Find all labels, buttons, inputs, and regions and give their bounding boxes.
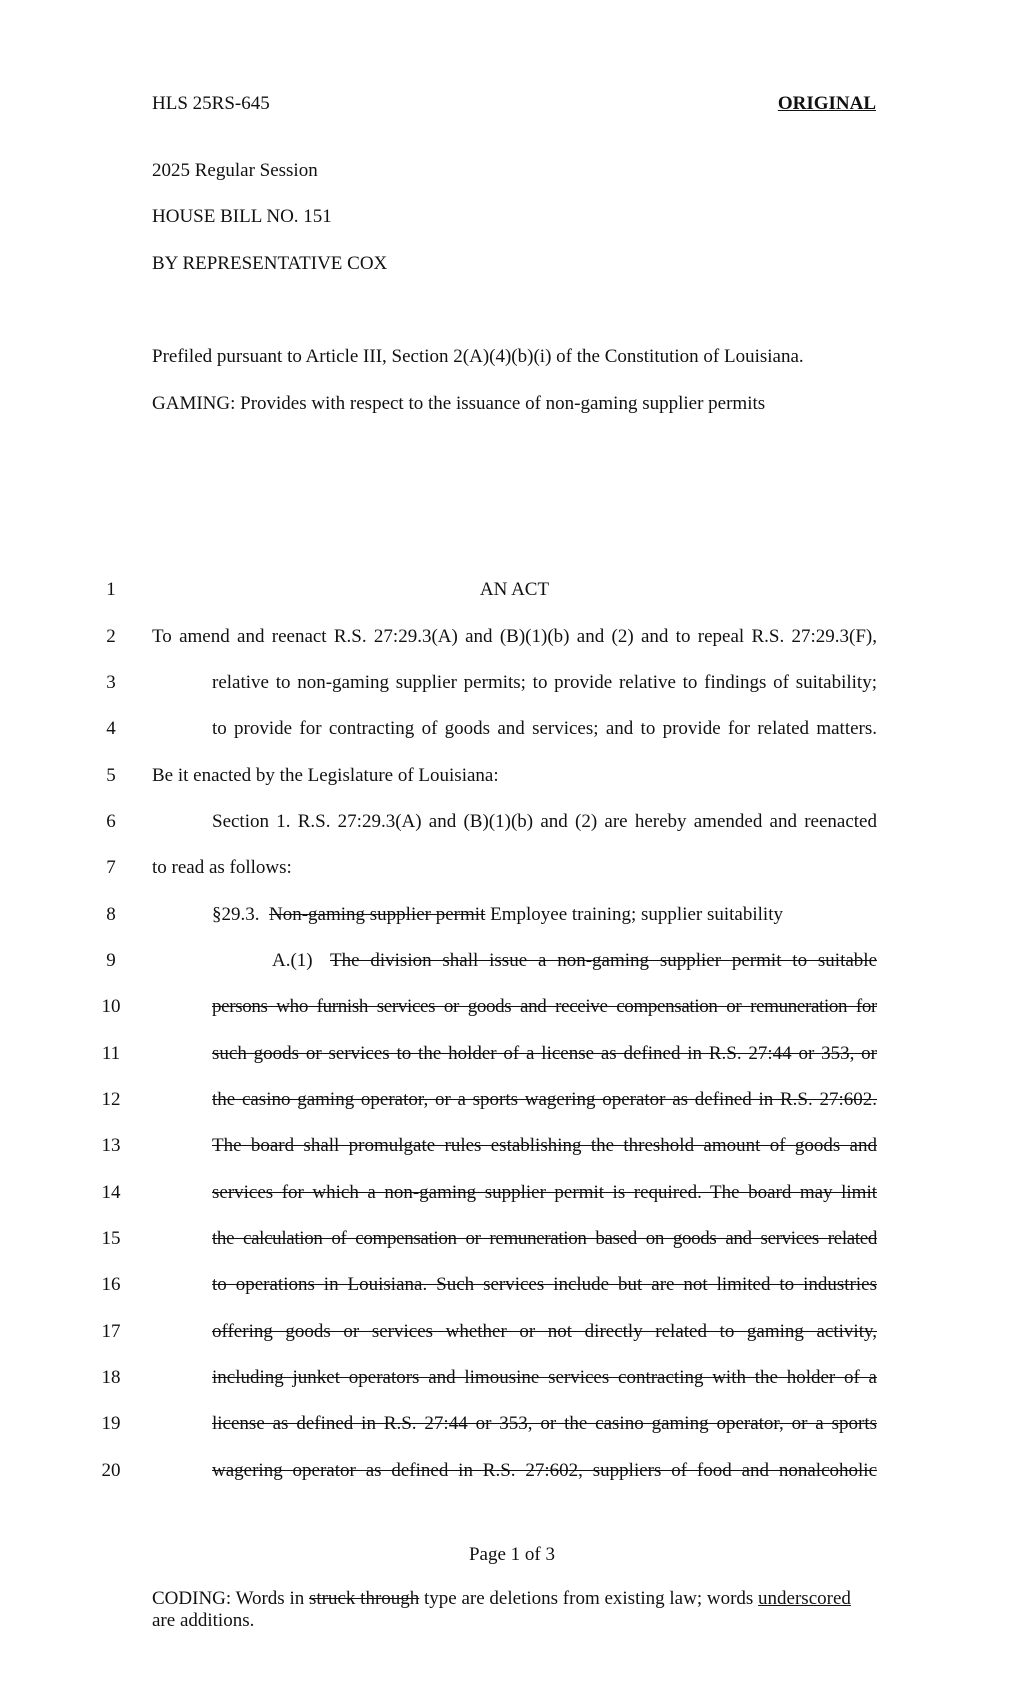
line-number: 9 (106, 950, 116, 971)
line-number: 6 (106, 811, 116, 832)
coding-struck-sample: struck through (308, 1588, 420, 1609)
struck-text: offering goods or services whether or not directly related to gaming activity, (212, 1321, 877, 1342)
line-17 (0, 1321, 1024, 1349)
line-number: 18 (101, 1367, 121, 1388)
line-11 (0, 1043, 1024, 1071)
line-number: 19 (101, 1413, 121, 1434)
line-18 (0, 1367, 1024, 1395)
title-line: To amend and reenact R.S. 27:29.3(A) and (B)(1)(b) and (2) and to repeal R.S. 27:29.3(F), (152, 626, 877, 647)
line-number: 13 (101, 1135, 121, 1156)
struck-text: services for which a non-gaming supplier permit is required. The board may limit (212, 1182, 877, 1203)
line-1 (0, 579, 1024, 607)
line-number: 15 (101, 1228, 121, 1249)
line-number: 3 (106, 672, 116, 693)
enacting-clause: Be it enacted by the Legislature of Louisiana: (152, 765, 499, 786)
coding-underscored-sample: underscored (758, 1588, 851, 1609)
line-number: 8 (106, 904, 116, 925)
line-7 (0, 857, 1024, 885)
section-line: Section 1. R.S. 27:29.3(A) and (B)(1)(b) and (2) are hereby amended and reenacted (212, 811, 877, 832)
struck-text: The division shall issue a non-gaming supplier permit to suitable (330, 950, 877, 971)
section-symbol: §29.3. (212, 904, 260, 925)
act-heading: AN ACT (479, 579, 550, 600)
struck-text: the casino gaming operator, or a sports wagering operator as defined in R.S. 27:602. (212, 1089, 877, 1110)
bill-status: ORIGINAL (777, 93, 876, 114)
coding-middle: type are deletions from existing law; words (424, 1588, 754, 1609)
coding-end: are additions. (152, 1610, 255, 1631)
struck-text: the calculation of compensation or remuneration based on goods and services related (212, 1228, 877, 1249)
new-heading: Employee training; supplier suitability (490, 904, 783, 925)
line-number: 5 (106, 765, 116, 786)
line-6 (0, 811, 1024, 839)
line-5 (0, 765, 1024, 793)
line-number: 14 (101, 1182, 121, 1203)
struck-heading: Non-gaming supplier permit (269, 904, 486, 925)
line-number: 2 (106, 626, 116, 647)
line-number: 17 (101, 1321, 121, 1342)
title-line: to provide for contracting of goods and services; and to provide for related matters. (212, 718, 877, 739)
section-heading (212, 904, 877, 926)
line-16 (0, 1274, 1024, 1302)
line-9 (0, 950, 1024, 978)
section-line: to read as follows: (152, 857, 292, 878)
line-14 (0, 1182, 1024, 1210)
line-number: 10 (101, 996, 121, 1017)
line-number: 11 (101, 1043, 121, 1064)
line-2 (0, 626, 1024, 654)
line-15 (0, 1228, 1024, 1256)
session: 2025 Regular Session (152, 160, 318, 181)
line-8 (0, 904, 1024, 932)
line-number: 12 (101, 1089, 121, 1110)
struck-text: such goods or services to the holder of a license as defined in R.S. 27:44 or 353, or (212, 1043, 877, 1064)
line-number: 16 (101, 1274, 121, 1295)
bill-number: HOUSE BILL NO. 151 (152, 206, 332, 227)
page-number: Page 1 of 3 (468, 1544, 555, 1565)
digest-title: GAMING: Provides with respect to the issuance of non-gaming supplier permits (152, 393, 766, 414)
struck-text: license as defined in R.S. 27:44 or 353, or the casino gaming operator, or a sports (212, 1413, 877, 1434)
coding-legend (152, 1588, 877, 1632)
author: BY REPRESENTATIVE COX (152, 253, 388, 274)
line-number: 7 (106, 857, 116, 878)
struck-text: The board shall promulgate rules establishing the threshold amount of goods and (212, 1135, 877, 1156)
line-number: 1 (106, 579, 116, 600)
struck-text: including junket operators and limousine services contracting with the holder of a (212, 1367, 877, 1388)
struck-text: to operations in Louisiana. Such services include but are not limited to industries (212, 1274, 877, 1295)
line-10 (0, 996, 1024, 1024)
bill-code: HLS 25RS-645 (152, 93, 270, 114)
prefiled-statement: Prefiled pursuant to Article III, Section 2(A)(4)(b)(i) of the Constitution of Louisiana. (152, 346, 804, 367)
line-12 (0, 1089, 1024, 1117)
struck-text: wagering operator as defined in R.S. 27:602, suppliers of food and nonalcoholic (212, 1460, 877, 1481)
line-3 (0, 672, 1024, 700)
line-4 (0, 718, 1024, 746)
line-13 (0, 1135, 1024, 1163)
struck-text: persons who furnish services or goods and receive compensation or remuneration for (212, 996, 877, 1017)
coding-prefix: CODING: Words in (152, 1588, 305, 1609)
line-20 (0, 1460, 1024, 1488)
line-number: 20 (101, 1460, 121, 1481)
subsection-label: A.(1) (272, 950, 313, 971)
line-number: 4 (106, 718, 116, 739)
line-19 (0, 1413, 1024, 1441)
title-line: relative to non-gaming supplier permits; to provide relative to findings of suitability; (212, 672, 877, 693)
